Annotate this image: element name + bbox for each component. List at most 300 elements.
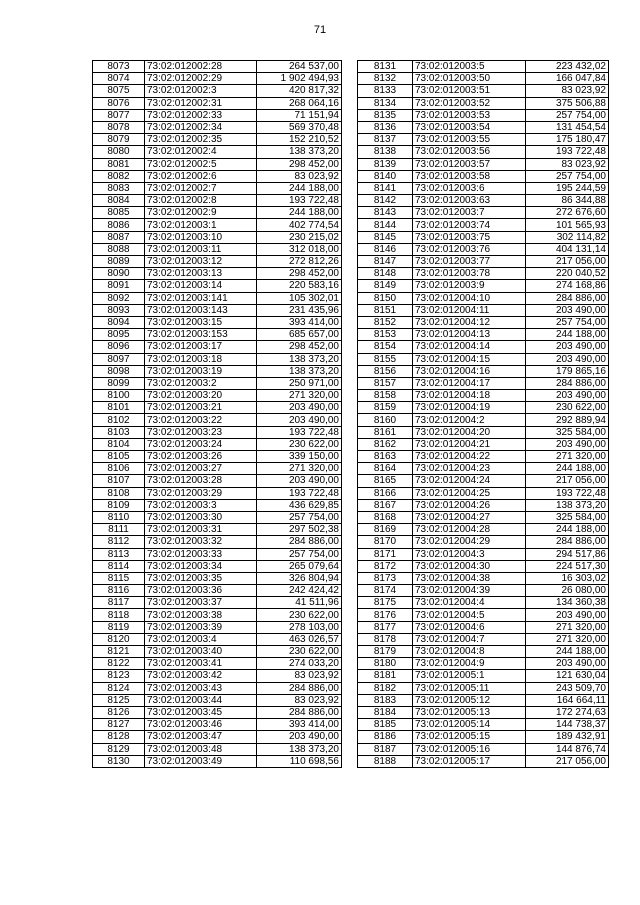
cadastral-number: 73:02:012004:4	[413, 597, 526, 609]
cadastral-value: 217 056,00	[526, 755, 609, 767]
table-row	[358, 97, 609, 109]
table-row	[358, 121, 609, 133]
row-number: 8099	[93, 377, 145, 389]
row-number: 8121	[93, 646, 145, 658]
cadastral-value: 393 414,00	[257, 719, 342, 731]
row-number: 8126	[93, 706, 145, 718]
cadastral-value: 217 056,00	[526, 256, 609, 268]
table-row	[93, 146, 342, 158]
cadastral-number: 73:02:012003:5	[413, 61, 526, 73]
row-number: 8179	[358, 646, 413, 658]
cadastral-number: 73:02:012003:2	[145, 377, 257, 389]
cadastral-value: 326 804,94	[257, 572, 342, 584]
cadastral-value: 203 490,00	[257, 731, 342, 743]
table-row	[93, 414, 342, 426]
row-number: 8093	[93, 304, 145, 316]
cadastral-number: 73:02:012003:75	[413, 231, 526, 243]
table-row	[93, 585, 342, 597]
cadastral-number: 73:02:012004:13	[413, 329, 526, 341]
cadastral-number: 73:02:012003:15	[145, 316, 257, 328]
table-row	[93, 524, 342, 536]
cadastral-value: 175 180,47	[526, 134, 609, 146]
table-row	[358, 365, 609, 377]
row-number: 8088	[93, 243, 145, 255]
table-row	[358, 548, 609, 560]
table-row	[358, 243, 609, 255]
cadastral-number: 73:02:012004:30	[413, 560, 526, 572]
table-row	[93, 597, 342, 609]
cadastral-number: 73:02:012004:22	[413, 451, 526, 463]
cadastral-value: 86 344,88	[526, 195, 609, 207]
table-row	[358, 682, 609, 694]
cadastral-number: 73:02:012005:15	[413, 731, 526, 743]
row-number: 8159	[358, 402, 413, 414]
table-row	[93, 548, 342, 560]
cadastral-number: 73:02:012003:41	[145, 658, 257, 670]
table-row	[93, 329, 342, 341]
cadastral-number: 73:02:012003:24	[145, 438, 257, 450]
cadastral-number: 73:02:012003:11	[145, 243, 257, 255]
cadastral-number: 73:02:012003:74	[413, 219, 526, 231]
cadastral-number: 73:02:012003:40	[145, 646, 257, 658]
table-row	[358, 170, 609, 182]
cadastral-value: 121 630,04	[526, 670, 609, 682]
cadastral-value: 257 754,00	[257, 511, 342, 523]
row-number: 8107	[93, 475, 145, 487]
row-number: 8188	[358, 755, 413, 767]
cadastral-number: 73:02:012003:10	[145, 231, 257, 243]
cadastral-number: 73:02:012003:48	[145, 743, 257, 755]
cadastral-number: 73:02:012004:14	[413, 341, 526, 353]
cadastral-value: 284 886,00	[526, 536, 609, 548]
table-row	[358, 755, 609, 767]
table-row	[358, 231, 609, 243]
table-row	[358, 731, 609, 743]
cadastral-value: 230 622,00	[526, 402, 609, 414]
cadastral-number: 73:02:012004:19	[413, 402, 526, 414]
cadastral-number: 73:02:012002:4	[145, 146, 257, 158]
table-row	[93, 658, 342, 670]
cadastral-value: 271 320,00	[526, 633, 609, 645]
table-row	[93, 426, 342, 438]
cadastral-value: 193 722,48	[526, 146, 609, 158]
table-row	[358, 670, 609, 682]
row-number: 8152	[358, 316, 413, 328]
cadastral-number: 73:02:012003:18	[145, 353, 257, 365]
table-row	[358, 353, 609, 365]
cadastral-value: 203 490,00	[526, 658, 609, 670]
cadastral-value: 284 886,00	[257, 536, 342, 548]
table-row	[358, 85, 609, 97]
cadastral-number: 73:02:012004:12	[413, 316, 526, 328]
cadastral-number: 73:02:012004:20	[413, 426, 526, 438]
row-number: 8089	[93, 256, 145, 268]
cadastral-number: 73:02:012003:1	[145, 219, 257, 231]
row-number: 8141	[358, 182, 413, 194]
table-row	[93, 499, 342, 511]
row-number: 8150	[358, 292, 413, 304]
cadastral-number: 73:02:012003:47	[145, 731, 257, 743]
cadastral-value: 16 303,02	[526, 572, 609, 584]
cadastral-value: 110 698,56	[257, 755, 342, 767]
row-number: 8144	[358, 219, 413, 231]
cadastral-value: 193 722,48	[257, 195, 342, 207]
table-row	[93, 572, 342, 584]
cadastral-number: 73:02:012005:14	[413, 719, 526, 731]
table-row	[93, 463, 342, 475]
row-number: 8122	[93, 658, 145, 670]
cadastral-number: 73:02:012004:17	[413, 377, 526, 389]
cadastral-value: 463 026,57	[257, 633, 342, 645]
cadastral-number: 73:02:012002:8	[145, 195, 257, 207]
cadastral-value: 83 023,92	[257, 170, 342, 182]
cadastral-number: 73:02:012003:12	[145, 256, 257, 268]
cadastral-value: 220 040,52	[526, 268, 609, 280]
table-row	[93, 219, 342, 231]
row-number: 8137	[358, 134, 413, 146]
cadastral-number: 73:02:012003:9	[413, 280, 526, 292]
cadastral-value: 298 452,00	[257, 341, 342, 353]
cadastral-number: 73:02:012003:58	[413, 170, 526, 182]
row-number: 8187	[358, 743, 413, 755]
row-number: 8116	[93, 585, 145, 597]
cadastral-number: 73:02:012003:42	[145, 670, 257, 682]
cadastral-number: 73:02:012004:18	[413, 390, 526, 402]
cadastral-value: 257 754,00	[526, 170, 609, 182]
cadastral-value: 393 414,00	[257, 316, 342, 328]
table-row	[358, 61, 609, 73]
cadastral-value: 71 151,94	[257, 109, 342, 121]
cadastral-number: 73:02:012002:34	[145, 121, 257, 133]
table-row	[93, 560, 342, 572]
row-number: 8111	[93, 524, 145, 536]
cadastral-number: 73:02:012003:13	[145, 268, 257, 280]
cadastral-number: 73:02:012003:34	[145, 560, 257, 572]
cadastral-value: 193 722,48	[257, 487, 342, 499]
row-number: 8127	[93, 719, 145, 731]
table-row	[93, 73, 342, 85]
table-row	[93, 61, 342, 73]
cadastral-number: 73:02:012003:32	[145, 536, 257, 548]
cadastral-value: 569 370,48	[257, 121, 342, 133]
row-number: 8081	[93, 158, 145, 170]
cadastral-value: 144 876,74	[526, 743, 609, 755]
cadastral-value: 41 511,96	[257, 597, 342, 609]
table-row	[358, 146, 609, 158]
cadastral-number: 73:02:012003:28	[145, 475, 257, 487]
table-row	[93, 85, 342, 97]
row-number: 8184	[358, 706, 413, 718]
cadastral-value: 250 971,00	[257, 377, 342, 389]
cadastral-value: 284 886,00	[526, 377, 609, 389]
cadastral-value: 83 023,92	[526, 85, 609, 97]
cadastral-number: 73:02:012003:51	[413, 85, 526, 97]
row-number: 8140	[358, 170, 413, 182]
row-number: 8108	[93, 487, 145, 499]
row-number: 8075	[93, 85, 145, 97]
table-row	[358, 280, 609, 292]
table-row	[358, 536, 609, 548]
cadastral-value: 152 210,52	[257, 134, 342, 146]
cadastral-value: 284 886,00	[257, 706, 342, 718]
row-number: 8182	[358, 682, 413, 694]
table-row	[358, 219, 609, 231]
cadastral-value: 244 188,00	[526, 524, 609, 536]
table-row	[93, 182, 342, 194]
cadastral-value: 271 320,00	[526, 621, 609, 633]
row-number: 8169	[358, 524, 413, 536]
cadastral-number: 73:02:012002:29	[145, 73, 257, 85]
cadastral-value: 26 080,00	[526, 585, 609, 597]
row-number: 8118	[93, 609, 145, 621]
table-row	[93, 109, 342, 121]
table-row	[358, 463, 609, 475]
row-number: 8087	[93, 231, 145, 243]
cadastral-value: 164 664,11	[526, 694, 609, 706]
row-number: 8139	[358, 158, 413, 170]
cadastral-value: 244 188,00	[257, 182, 342, 194]
cadastral-value: 230 622,00	[257, 438, 342, 450]
cadastral-number: 73:02:012004:26	[413, 499, 526, 511]
cadastral-value: 265 079,64	[257, 560, 342, 572]
cadastral-number: 73:02:012003:7	[413, 207, 526, 219]
cadastral-number: 73:02:012004:27	[413, 511, 526, 523]
cadastral-number: 73:02:012003:17	[145, 341, 257, 353]
row-number: 8102	[93, 414, 145, 426]
table-row	[93, 207, 342, 219]
table-row	[358, 621, 609, 633]
cadastral-value: 284 886,00	[526, 292, 609, 304]
table-row	[93, 682, 342, 694]
cadastral-number: 73:02:012003:77	[413, 256, 526, 268]
row-number: 8077	[93, 109, 145, 121]
cadastral-value: 375 506,88	[526, 97, 609, 109]
row-number: 8128	[93, 731, 145, 743]
row-number: 8086	[93, 219, 145, 231]
table-row	[93, 316, 342, 328]
cadastral-number: 73:02:012004:9	[413, 658, 526, 670]
table-row	[358, 414, 609, 426]
table-row	[93, 706, 342, 718]
row-number: 8123	[93, 670, 145, 682]
row-number: 8076	[93, 97, 145, 109]
row-number: 8080	[93, 146, 145, 158]
row-number: 8103	[93, 426, 145, 438]
row-number: 8135	[358, 109, 413, 121]
cadastral-value: 172 274,63	[526, 706, 609, 718]
cadastral-number: 73:02:012004:25	[413, 487, 526, 499]
table-row	[93, 292, 342, 304]
cadastral-number: 73:02:012002:35	[145, 134, 257, 146]
cadastral-value: 339 150,00	[257, 451, 342, 463]
row-number: 8125	[93, 694, 145, 706]
cadastral-number: 73:02:012004:6	[413, 621, 526, 633]
cadastral-number: 73:02:012003:38	[145, 609, 257, 621]
row-number: 8185	[358, 719, 413, 731]
table-row	[358, 377, 609, 389]
cadastral-value: 166 047,84	[526, 73, 609, 85]
cadastral-number: 73:02:012003:44	[145, 694, 257, 706]
cadastral-value: 138 373,20	[257, 353, 342, 365]
table-row	[93, 755, 342, 767]
cadastral-value: 203 490,00	[526, 390, 609, 402]
cadastral-value: 436 629,85	[257, 499, 342, 511]
cadastral-number: 73:02:012004:23	[413, 463, 526, 475]
row-number: 8166	[358, 487, 413, 499]
row-number: 8161	[358, 426, 413, 438]
cadastral-value: 83 023,92	[257, 670, 342, 682]
row-number: 8153	[358, 329, 413, 341]
row-number: 8174	[358, 585, 413, 597]
table-row	[93, 121, 342, 133]
cadastral-value: 138 373,20	[257, 365, 342, 377]
row-number: 8171	[358, 548, 413, 560]
cadastral-value: 193 722,48	[526, 487, 609, 499]
row-number: 8145	[358, 231, 413, 243]
row-number: 8078	[93, 121, 145, 133]
cadastral-value: 404 131,14	[526, 243, 609, 255]
table-row	[358, 511, 609, 523]
row-number: 8180	[358, 658, 413, 670]
cadastral-value: 243 509,70	[526, 682, 609, 694]
cadastral-number: 73:02:012003:45	[145, 706, 257, 718]
cadastral-number: 73:02:012003:36	[145, 585, 257, 597]
cadastral-value: 272 676,60	[526, 207, 609, 219]
row-number: 8149	[358, 280, 413, 292]
cadastral-number: 73:02:012004:11	[413, 304, 526, 316]
row-number: 8148	[358, 268, 413, 280]
row-number: 8098	[93, 365, 145, 377]
cadastral-number: 73:02:012003:63	[413, 195, 526, 207]
cadastral-value: 203 490,00	[257, 475, 342, 487]
cadastral-number: 73:02:012003:29	[145, 487, 257, 499]
cadastral-value: 244 188,00	[526, 646, 609, 658]
table-row	[93, 487, 342, 499]
row-number: 8175	[358, 597, 413, 609]
cadastral-number: 73:02:012003:78	[413, 268, 526, 280]
cadastral-value: 203 490,00	[257, 402, 342, 414]
cadastral-value: 138 373,20	[257, 743, 342, 755]
cadastral-number: 73:02:012004:15	[413, 353, 526, 365]
cadastral-value: 179 865,16	[526, 365, 609, 377]
cadastral-value: 284 886,00	[257, 682, 342, 694]
table-row	[358, 719, 609, 731]
table-row	[358, 633, 609, 645]
cadastral-number: 73:02:012002:7	[145, 182, 257, 194]
cadastral-number: 73:02:012003:3	[145, 499, 257, 511]
cadastral-number: 73:02:012002:3	[145, 85, 257, 97]
cadastral-number: 73:02:012003:19	[145, 365, 257, 377]
row-number: 8170	[358, 536, 413, 548]
row-number: 8165	[358, 475, 413, 487]
row-number: 8097	[93, 353, 145, 365]
table-row	[93, 536, 342, 548]
cadastral-number: 73:02:012003:37	[145, 597, 257, 609]
cadastral-value: 224 517,30	[526, 560, 609, 572]
table-row	[93, 280, 342, 292]
cadastral-value: 272 812,26	[257, 256, 342, 268]
cadastral-value: 257 754,00	[526, 316, 609, 328]
cadastral-number: 73:02:012003:50	[413, 73, 526, 85]
cadastral-number: 73:02:012004:7	[413, 633, 526, 645]
row-number: 8143	[358, 207, 413, 219]
cadastral-number: 73:02:012003:21	[145, 402, 257, 414]
cadastral-value: 271 320,00	[257, 463, 342, 475]
cadastral-number: 73:02:012004:39	[413, 585, 526, 597]
row-number: 8146	[358, 243, 413, 255]
row-number: 8186	[358, 731, 413, 743]
cadastral-value: 271 320,00	[526, 451, 609, 463]
table-row	[93, 97, 342, 109]
row-number: 8160	[358, 414, 413, 426]
table-row	[93, 633, 342, 645]
row-number: 8164	[358, 463, 413, 475]
cadastral-number: 73:02:012004:16	[413, 365, 526, 377]
cadastral-value: 195 244,59	[526, 182, 609, 194]
row-number: 8133	[358, 85, 413, 97]
table-row	[93, 195, 342, 207]
row-number: 8113	[93, 548, 145, 560]
cadastral-number: 73:02:012003:53	[413, 109, 526, 121]
table-row	[358, 304, 609, 316]
row-number: 8079	[93, 134, 145, 146]
cadastral-value: 302 114,82	[526, 231, 609, 243]
row-number: 8177	[358, 621, 413, 633]
row-number: 8134	[358, 97, 413, 109]
table-row	[358, 743, 609, 755]
cadastral-value: 274 033,20	[257, 658, 342, 670]
row-number: 8132	[358, 73, 413, 85]
cadastral-number: 73:02:012003:31	[145, 524, 257, 536]
table-row	[358, 109, 609, 121]
cadastral-value: 298 452,00	[257, 268, 342, 280]
cadastral-number: 73:02:012005:17	[413, 755, 526, 767]
cadastral-number: 73:02:012003:26	[145, 451, 257, 463]
row-number: 8162	[358, 438, 413, 450]
cadastral-value: 105 302,01	[257, 292, 342, 304]
table-row	[358, 597, 609, 609]
cadastral-value: 217 056,00	[526, 475, 609, 487]
row-number: 8130	[93, 755, 145, 767]
row-number: 8109	[93, 499, 145, 511]
cadastral-value: 230 215,02	[257, 231, 342, 243]
row-number: 8110	[93, 511, 145, 523]
table-row	[358, 73, 609, 85]
table-row	[93, 511, 342, 523]
cadastral-value: 220 583,16	[257, 280, 342, 292]
table-row	[93, 353, 342, 365]
table-row	[93, 341, 342, 353]
table-row	[93, 402, 342, 414]
cadastral-number: 73:02:012003:46	[145, 719, 257, 731]
table-row	[358, 499, 609, 511]
row-number: 8158	[358, 390, 413, 402]
right-cadastral-table	[357, 60, 609, 768]
cadastral-value: 257 754,00	[526, 109, 609, 121]
cadastral-number: 73:02:012005:13	[413, 706, 526, 718]
row-number: 8095	[93, 329, 145, 341]
row-number: 8120	[93, 633, 145, 645]
table-row	[93, 134, 342, 146]
cadastral-value: 257 754,00	[257, 548, 342, 560]
row-number: 8114	[93, 560, 145, 572]
row-number: 8138	[358, 146, 413, 158]
table-row	[358, 609, 609, 621]
cadastral-number: 73:02:012003:76	[413, 243, 526, 255]
cadastral-value: 101 565,93	[526, 219, 609, 231]
table-row	[358, 268, 609, 280]
cadastral-value: 292 889,94	[526, 414, 609, 426]
